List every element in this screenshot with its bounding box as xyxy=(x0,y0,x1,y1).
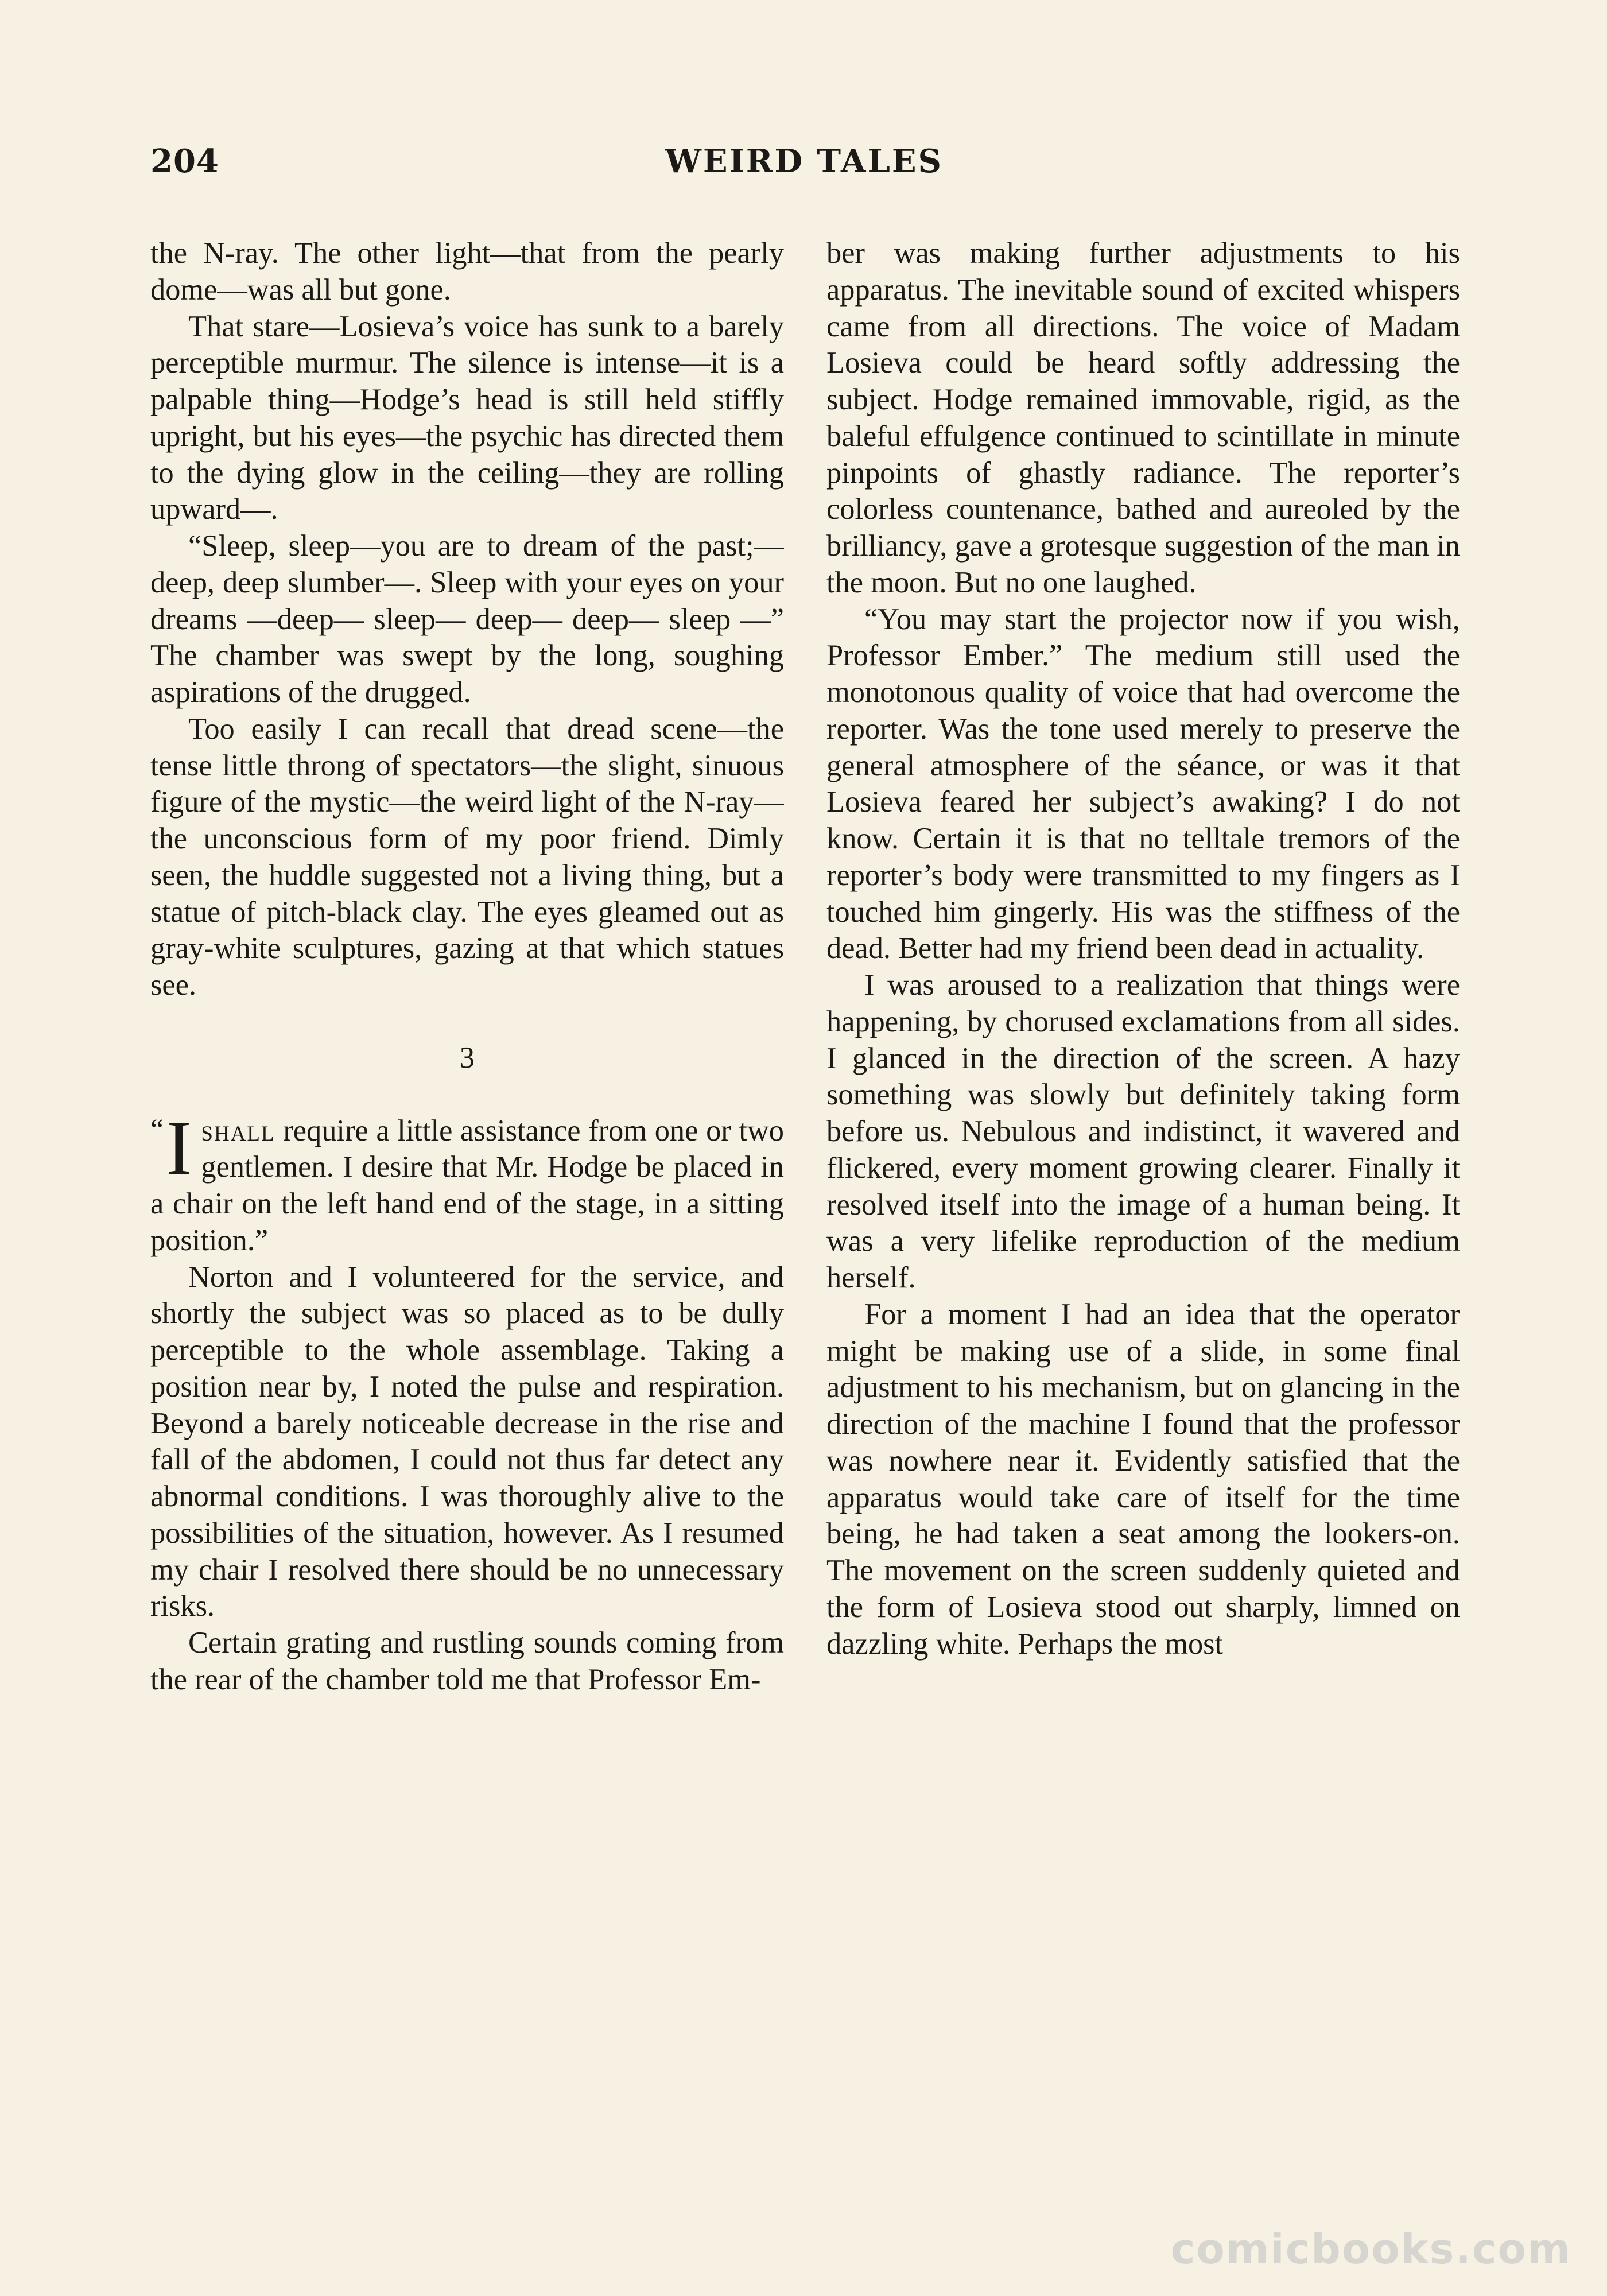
paragraph: “Sleep, sleep—you are to dream of the past;—deep, deep slumber—. Sleep with your eyes on your dreams —deep— sleep— deep— deep— sleep —” The chamber was swept by the long, soughing aspirations of the drugged. xyxy=(150,529,784,709)
paragraph: “You may start the projector now if you wish, Professor Ember.” The medium still used the monotonous quality of voice that had overcome the reporter. Was the tone used merely to preserve the general atmosphere of the séance, or was it that Losieva feared her subject’s awaking? I do not know. Certain it is that no telltale tremors of the reporter’s body were transmitted to my fingers as I touched him gingerly. His was the stiffness of the dead. Better had my friend been dead in actuality. xyxy=(826,602,1460,965)
section-number: 3 xyxy=(459,1041,475,1075)
page-header xyxy=(150,142,1458,188)
paragraph: I was aroused to a realization that things were happening, by chorused exclamations from all sides. I glanced in the direction of the screen. A hazy something was slowly but definitely taking form before us. Nebulous and indistinct, it wavered and flickered, every moment growing clearer. Finally it resolved itself into the image of a human being. It was a very lifelike reproduction of the medium herself. xyxy=(826,968,1460,1294)
paragraph: That stare—Losieva’s voice has sunk to a barely perceptible murmur. The silence is intense—it is a palpable thing—Hodge’s head is still held stiffly upright, but his eyes—the psychic has directed them to the dying glow in the ceiling—they are rolling upward—. xyxy=(150,309,784,526)
left-column xyxy=(150,235,784,2170)
paragraph: Norton and I volunteered for the service, and shortly the subject was so placed as to be dully perceptible to the whole assemblage. Taking a position near by, I noted the pulse and respiration. Beyond a barely noticeable decrease in the rise and fall of the abdomen, I could not thus far detect any abnormal conditions. I was thoroughly alive to the possibilities of the situation, however. As I resumed my chair I resolved there should be no unnecessary risks. xyxy=(150,1260,784,1623)
drop-cap: I xyxy=(166,1104,192,1191)
smallcaps-lead: shall xyxy=(201,1114,275,1147)
page-number: 204 xyxy=(150,142,219,180)
paragraph-text: require a little assistance from one or two gentlemen. I desire that Mr. Hodge be placed in a chair on the left hand end of the stage, in a sitting position.” xyxy=(150,1114,784,1257)
running-title: WEIRD TALES xyxy=(665,142,943,180)
watermark: comicbooks.com xyxy=(1170,2225,1571,2273)
paragraph: the N-ray. The other light—that from the pearly dome—was all but gone. xyxy=(150,236,784,307)
paragraph: Too easily I can recall that dread scene—the tense little throng of spectators—the slight, sinuous figure of the mystic—the weird light of the N-ray—the unconscious form of my poor friend. Dimly seen, the huddle suggested not a living thing, but a statue of pitch-black clay. The eyes gleamed out as gray-white sculptures, gazing at that which statues see. xyxy=(150,712,784,1002)
open-quote: “ xyxy=(150,1113,164,1146)
paragraph-dropcap xyxy=(150,1104,784,1259)
paragraph: For a moment I had an idea that the operator might be making use of a slide, in some final adjustment to his mechanism, but on glancing in the direction of the machine I found that the professor was nowhere near it. Evidently satisfied that the apparatus would take care of itself for the time being, he had taken a seat among the lookers-on. The movement on the screen suddenly quieted and the form of Losieva stood out sharply, limned on dazzling white. Perhaps the most xyxy=(826,1297,1460,1661)
paragraph: ber was making further adjustments to his apparatus. The inevitable sound of excited whispers came from all directions. The voice of Madam Losieva could be heard softly addressing the subject. Hodge remained immovable, rigid, as the baleful effulgence continued to scintillate in minute pinpoints of ghastly radiance. The reporter’s colorless countenance, bathed and aureoled by the brilliancy, gave a grotesque suggestion of the man in the moon. But no one laughed. xyxy=(826,236,1460,599)
right-column xyxy=(826,235,1460,2170)
paragraph: Certain grating and rustling sounds coming from the rear of the chamber told me that Professor Em- xyxy=(150,1626,784,1696)
